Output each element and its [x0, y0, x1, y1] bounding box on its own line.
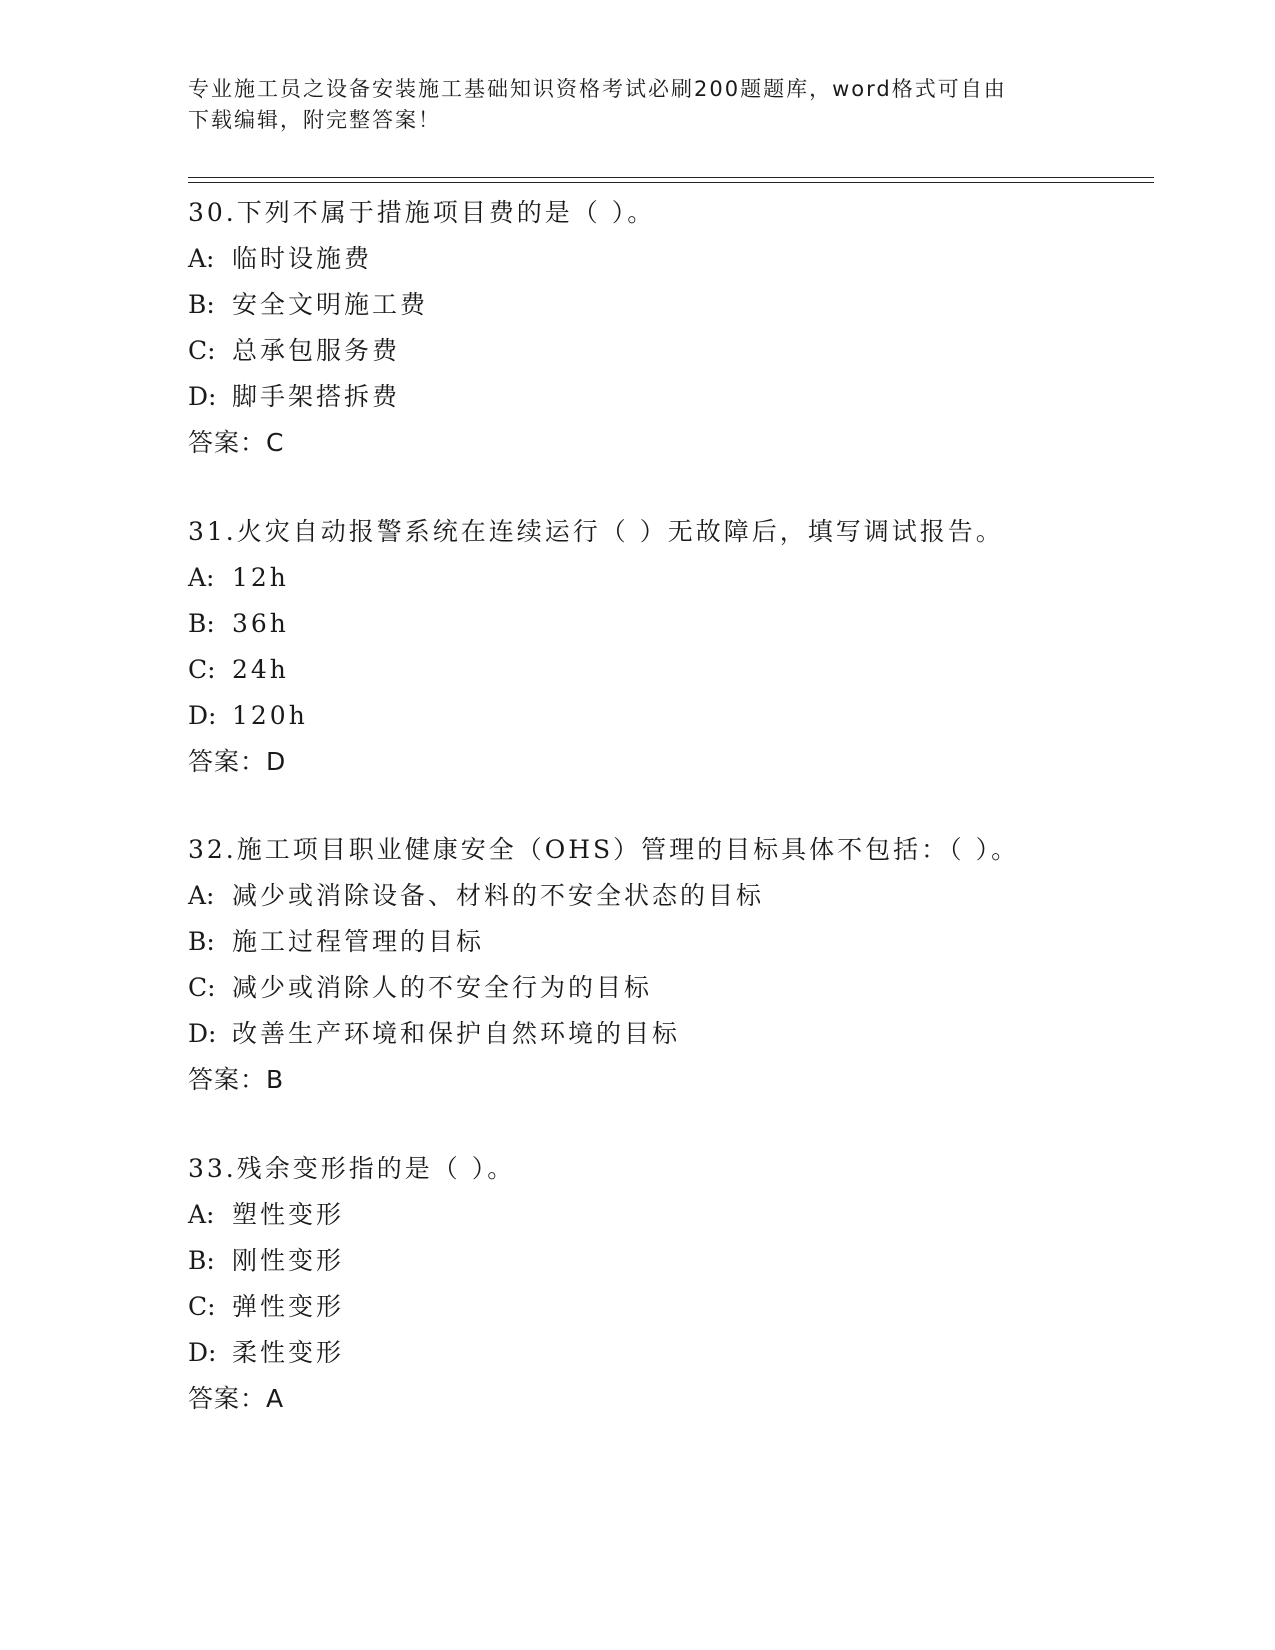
option-text: 安全文明施工费 [232, 290, 429, 319]
option-letter: C: [188, 655, 216, 684]
option-letter: B: [188, 1246, 215, 1275]
option-letter: D: [188, 701, 217, 730]
question-answer: 答案：A [188, 1384, 285, 1413]
option-letter: A: [188, 1200, 215, 1229]
question-option [188, 1011, 1148, 1057]
header-line-1: 专业施工员之设备安装施工基础知识资格考试必刷200题题库，word格式可自由 [188, 77, 1007, 101]
option-text: 36h [232, 609, 289, 638]
question-answer: 答案：C [188, 428, 285, 457]
option-letter: D: [188, 382, 217, 411]
question-answer: 答案：B [188, 1065, 285, 1094]
question-option [188, 693, 1148, 739]
option-text: 改善生产环境和保护自然环境的目标 [232, 1019, 681, 1048]
option-letter: D: [188, 1019, 217, 1048]
option-letter: B: [188, 927, 215, 956]
option-text: 24h [232, 655, 289, 684]
option-text: 脚手架搭拆费 [232, 382, 401, 411]
question-stem: 32.施工项目职业健康安全（OHS）管理的目标具体不包括：（ ）。 [188, 835, 1020, 864]
question-option [188, 282, 1148, 328]
question-option [188, 919, 1148, 965]
question-option [188, 1284, 1148, 1330]
option-letter: C: [188, 336, 216, 365]
option-text: 临时设施费 [232, 244, 373, 273]
question-option [188, 236, 1148, 282]
document-header [188, 74, 1068, 136]
option-letter: C: [188, 1292, 216, 1321]
question-stem: 31.火灾自动报警系统在连续运行（ ）无故障后，填写调试报告。 [188, 517, 1004, 546]
question-block [188, 827, 1148, 1103]
question-option [188, 328, 1148, 374]
header-divider-bottom [188, 182, 1154, 183]
question-option [188, 601, 1148, 647]
question-option [188, 1330, 1148, 1376]
option-letter: A: [188, 563, 215, 592]
question-option [188, 965, 1148, 1011]
option-letter: A: [188, 881, 215, 910]
question-block [188, 509, 1148, 785]
question-option [188, 374, 1148, 420]
question-option [188, 873, 1148, 919]
option-text: 塑性变形 [232, 1200, 345, 1229]
option-text: 减少或消除设备、材料的不安全状态的目标 [232, 881, 765, 910]
question-option [188, 1192, 1148, 1238]
option-letter: B: [188, 290, 215, 319]
question-block [188, 190, 1148, 466]
question-option [188, 647, 1148, 693]
question-option [188, 555, 1148, 601]
option-letter: D: [188, 1338, 217, 1367]
option-text: 施工过程管理的目标 [232, 927, 485, 956]
option-text: 减少或消除人的不安全行为的目标 [232, 973, 653, 1002]
header-divider-top [188, 177, 1154, 178]
option-text: 总承包服务费 [232, 336, 401, 365]
question-stem: 33.残余变形指的是（ ）。 [188, 1154, 516, 1183]
question-option [188, 1238, 1148, 1284]
option-letter: B: [188, 609, 215, 638]
option-letter: C: [188, 973, 216, 1002]
question-stem: 30.下列不属于措施项目费的是（ ）。 [188, 198, 656, 227]
question-answer: 答案：D [188, 747, 287, 776]
option-text: 弹性变形 [232, 1292, 345, 1321]
option-text: 刚性变形 [232, 1246, 345, 1275]
question-block [188, 1146, 1148, 1422]
option-text: 柔性变形 [232, 1338, 345, 1367]
header-line-2: 下载编辑，附完整答案！ [188, 108, 441, 132]
option-letter: A: [188, 244, 215, 273]
option-text: 120h [232, 701, 308, 730]
option-text: 12h [232, 563, 289, 592]
